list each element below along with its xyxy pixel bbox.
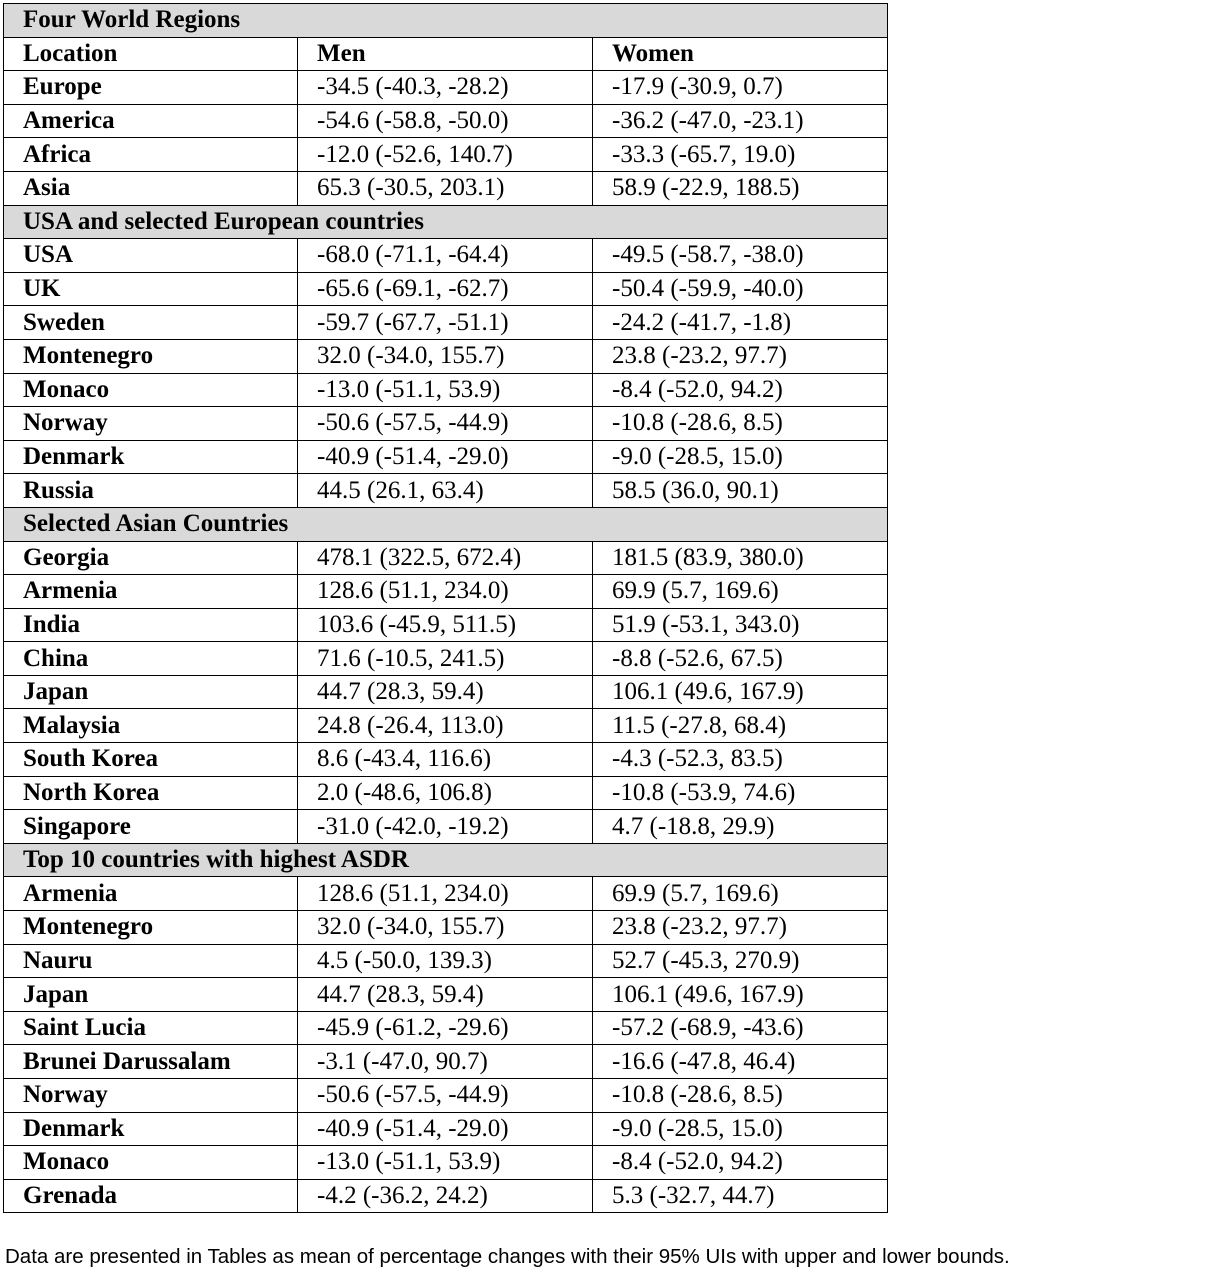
- women-value-cell: 58.9 (-22.9, 188.5): [593, 171, 888, 205]
- women-value-cell: 69.9 (5.7, 169.6): [593, 877, 888, 911]
- table-row: [4, 1079, 888, 1113]
- location-cell: Saint Lucia: [4, 1011, 298, 1045]
- table-body: [4, 4, 888, 1213]
- women-value-cell: 23.8 (-23.2, 97.7): [593, 339, 888, 373]
- table-row: [4, 171, 888, 205]
- women-value-cell: -8.4 (-52.0, 94.2): [593, 1146, 888, 1180]
- table-row: [4, 709, 888, 743]
- table-row: [4, 306, 888, 340]
- table-row: [4, 1146, 888, 1180]
- table-row: [4, 104, 888, 138]
- location-cell: UK: [4, 272, 298, 306]
- table-row: [4, 743, 888, 777]
- table-row: [4, 541, 888, 575]
- women-value-cell: 11.5 (-27.8, 68.4): [593, 709, 888, 743]
- women-value-cell: -10.8 (-53.9, 74.6): [593, 776, 888, 810]
- men-value-cell: -50.6 (-57.5, -44.9): [298, 407, 593, 441]
- section-header-row: [4, 507, 888, 541]
- men-value-cell: 24.8 (-26.4, 113.0): [298, 709, 593, 743]
- women-value-cell: -10.8 (-28.6, 8.5): [593, 407, 888, 441]
- women-value-cell: -24.2 (-41.7, -1.8): [593, 306, 888, 340]
- men-value-cell: 128.6 (51.1, 234.0): [298, 575, 593, 609]
- women-value-cell: -50.4 (-59.9, -40.0): [593, 272, 888, 306]
- location-cell: Norway: [4, 407, 298, 441]
- women-value-cell: -9.0 (-28.5, 15.0): [593, 1112, 888, 1146]
- section-title: Selected Asian Countries: [4, 507, 888, 541]
- men-value-cell: -59.7 (-67.7, -51.1): [298, 306, 593, 340]
- table-row: [4, 440, 888, 474]
- table-row: [4, 272, 888, 306]
- location-cell: South Korea: [4, 743, 298, 777]
- location-cell: America: [4, 104, 298, 138]
- women-value-cell: -8.4 (-52.0, 94.2): [593, 373, 888, 407]
- location-cell: USA: [4, 239, 298, 273]
- column-header-location: Location: [4, 37, 298, 71]
- location-cell: Denmark: [4, 1112, 298, 1146]
- women-value-cell: -9.0 (-28.5, 15.0): [593, 440, 888, 474]
- men-value-cell: -13.0 (-51.1, 53.9): [298, 373, 593, 407]
- column-header-men: Men: [298, 37, 593, 71]
- column-header-women: Women: [593, 37, 888, 71]
- women-value-cell: -4.3 (-52.3, 83.5): [593, 743, 888, 777]
- men-value-cell: -3.1 (-47.0, 90.7): [298, 1045, 593, 1079]
- table-row: [4, 239, 888, 273]
- men-value-cell: 65.3 (-30.5, 203.1): [298, 171, 593, 205]
- table-row: [4, 138, 888, 172]
- women-value-cell: 106.1 (49.6, 167.9): [593, 675, 888, 709]
- table-row: [4, 1045, 888, 1079]
- men-value-cell: 128.6 (51.1, 234.0): [298, 877, 593, 911]
- location-cell: Denmark: [4, 440, 298, 474]
- women-value-cell: 69.9 (5.7, 169.6): [593, 575, 888, 609]
- table-row: [4, 373, 888, 407]
- location-cell: Japan: [4, 978, 298, 1012]
- men-value-cell: 4.5 (-50.0, 139.3): [298, 944, 593, 978]
- men-value-cell: -65.6 (-69.1, -62.7): [298, 272, 593, 306]
- location-cell: Singapore: [4, 810, 298, 844]
- location-cell: India: [4, 608, 298, 642]
- men-value-cell: -12.0 (-52.6, 140.7): [298, 138, 593, 172]
- location-cell: Africa: [4, 138, 298, 172]
- table-row: [4, 339, 888, 373]
- table-row: [4, 1179, 888, 1213]
- table-row: [4, 877, 888, 911]
- section-header-row: [4, 843, 888, 877]
- women-value-cell: 5.3 (-32.7, 44.7): [593, 1179, 888, 1213]
- men-value-cell: 32.0 (-34.0, 155.7): [298, 911, 593, 945]
- section-header-row: [4, 4, 888, 38]
- women-value-cell: 52.7 (-45.3, 270.9): [593, 944, 888, 978]
- men-value-cell: -45.9 (-61.2, -29.6): [298, 1011, 593, 1045]
- men-value-cell: 44.7 (28.3, 59.4): [298, 978, 593, 1012]
- location-cell: Armenia: [4, 877, 298, 911]
- results-table: [3, 3, 888, 1213]
- table-row: [4, 608, 888, 642]
- women-value-cell: -33.3 (-65.7, 19.0): [593, 138, 888, 172]
- location-cell: Montenegro: [4, 911, 298, 945]
- location-cell: North Korea: [4, 776, 298, 810]
- location-cell: China: [4, 642, 298, 676]
- men-value-cell: -68.0 (-71.1, -64.4): [298, 239, 593, 273]
- location-cell: Norway: [4, 1079, 298, 1113]
- men-value-cell: -31.0 (-42.0, -19.2): [298, 810, 593, 844]
- men-value-cell: 103.6 (-45.9, 511.5): [298, 608, 593, 642]
- men-value-cell: -34.5 (-40.3, -28.2): [298, 71, 593, 105]
- men-value-cell: 8.6 (-43.4, 116.6): [298, 743, 593, 777]
- section-title: Top 10 countries with highest ASDR: [4, 843, 888, 877]
- location-cell: Monaco: [4, 373, 298, 407]
- men-value-cell: 478.1 (322.5, 672.4): [298, 541, 593, 575]
- table-row: [4, 944, 888, 978]
- men-value-cell: -40.9 (-51.4, -29.0): [298, 440, 593, 474]
- section-header-row: [4, 205, 888, 239]
- women-value-cell: 106.1 (49.6, 167.9): [593, 978, 888, 1012]
- men-value-cell: 44.5 (26.1, 63.4): [298, 474, 593, 508]
- section-title: Four World Regions: [4, 4, 888, 38]
- location-cell: Malaysia: [4, 709, 298, 743]
- women-value-cell: -10.8 (-28.6, 8.5): [593, 1079, 888, 1113]
- location-cell: Georgia: [4, 541, 298, 575]
- women-value-cell: 23.8 (-23.2, 97.7): [593, 911, 888, 945]
- location-cell: Nauru: [4, 944, 298, 978]
- location-cell: Armenia: [4, 575, 298, 609]
- men-value-cell: 44.7 (28.3, 59.4): [298, 675, 593, 709]
- women-value-cell: -17.9 (-30.9, 0.7): [593, 71, 888, 105]
- women-value-cell: -49.5 (-58.7, -38.0): [593, 239, 888, 273]
- men-value-cell: -50.6 (-57.5, -44.9): [298, 1079, 593, 1113]
- location-cell: Monaco: [4, 1146, 298, 1180]
- women-value-cell: 51.9 (-53.1, 343.0): [593, 608, 888, 642]
- location-cell: Japan: [4, 675, 298, 709]
- table-row: [4, 1011, 888, 1045]
- location-cell: Europe: [4, 71, 298, 105]
- table-row: [4, 810, 888, 844]
- women-value-cell: 4.7 (-18.8, 29.9): [593, 810, 888, 844]
- women-value-cell: -16.6 (-47.8, 46.4): [593, 1045, 888, 1079]
- location-cell: Sweden: [4, 306, 298, 340]
- women-value-cell: -57.2 (-68.9, -43.6): [593, 1011, 888, 1045]
- table-footnote: Data are presented in Tables as mean of percentage changes with their 95% UIs with upper and lower bounds.: [5, 1245, 1010, 1268]
- table-row: [4, 911, 888, 945]
- men-value-cell: -13.0 (-51.1, 53.9): [298, 1146, 593, 1180]
- location-cell: Brunei Darussalam: [4, 1045, 298, 1079]
- men-value-cell: -40.9 (-51.4, -29.0): [298, 1112, 593, 1146]
- table-row: [4, 407, 888, 441]
- table-row: [4, 1112, 888, 1146]
- table-row: [4, 474, 888, 508]
- table-row: [4, 642, 888, 676]
- location-cell: Asia: [4, 171, 298, 205]
- women-value-cell: -36.2 (-47.0, -23.1): [593, 104, 888, 138]
- women-value-cell: -8.8 (-52.6, 67.5): [593, 642, 888, 676]
- table-row: [4, 776, 888, 810]
- table-row: [4, 675, 888, 709]
- men-value-cell: -4.2 (-36.2, 24.2): [298, 1179, 593, 1213]
- column-header-row: [4, 37, 888, 71]
- women-value-cell: 58.5 (36.0, 90.1): [593, 474, 888, 508]
- men-value-cell: 32.0 (-34.0, 155.7): [298, 339, 593, 373]
- table-row: [4, 575, 888, 609]
- women-value-cell: 181.5 (83.9, 380.0): [593, 541, 888, 575]
- men-value-cell: 71.6 (-10.5, 241.5): [298, 642, 593, 676]
- section-title: USA and selected European countries: [4, 205, 888, 239]
- table-row: [4, 71, 888, 105]
- location-cell: Montenegro: [4, 339, 298, 373]
- men-value-cell: 2.0 (-48.6, 106.8): [298, 776, 593, 810]
- men-value-cell: -54.6 (-58.8, -50.0): [298, 104, 593, 138]
- table-row: [4, 978, 888, 1012]
- location-cell: Russia: [4, 474, 298, 508]
- location-cell: Grenada: [4, 1179, 298, 1213]
